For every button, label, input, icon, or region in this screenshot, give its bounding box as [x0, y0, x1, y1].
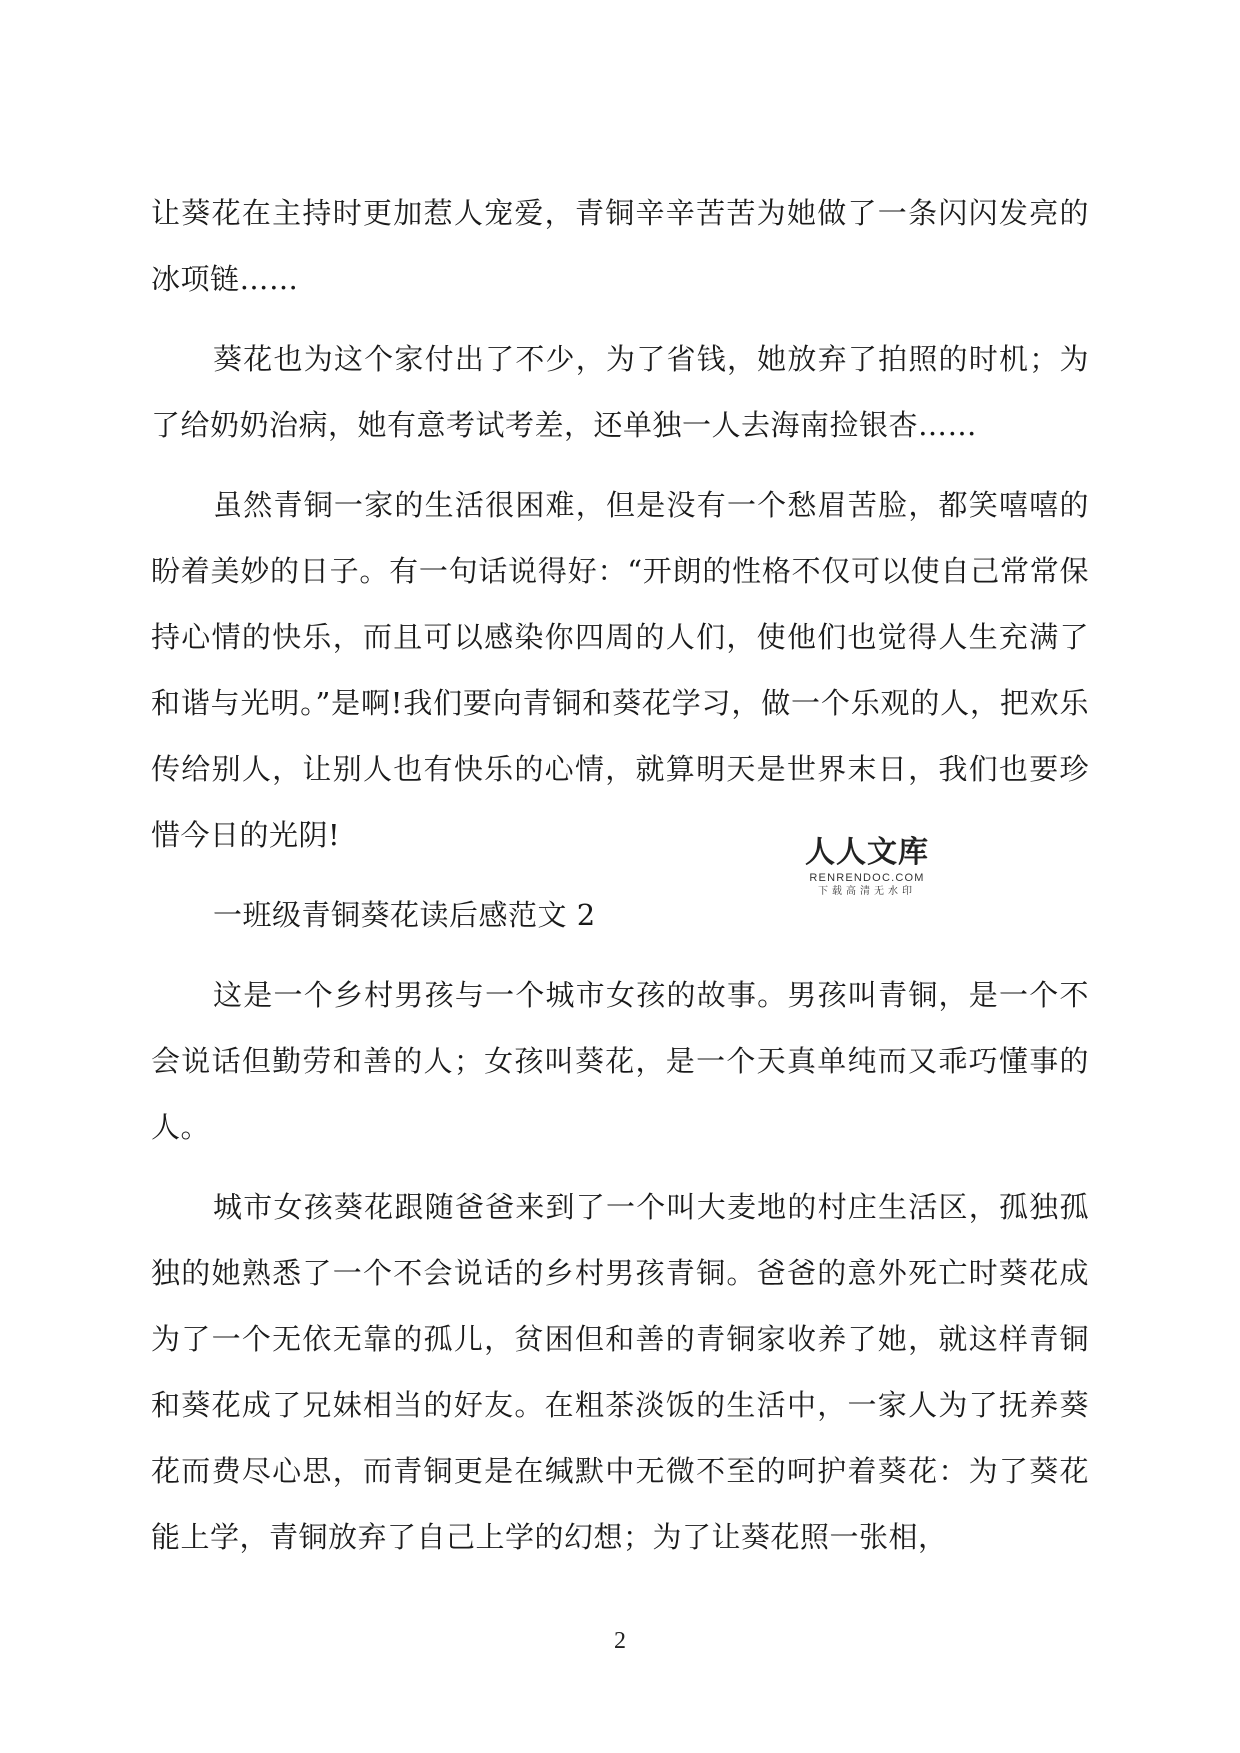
page-number: 2 — [614, 1628, 626, 1654]
paragraph: 葵花也为这个家付出了不少，为了省钱，她放弃了拍照的时机；为了给奶奶治病，她有意考试考差，还单独一人去海南捡银杏…… — [151, 342, 1089, 442]
paragraph: 城市女孩葵花跟随爸爸来到了一个叫大麦地的村庄生活区，孤独孤独的她熟悉了一个不会说话的乡村男孩青铜。爸爸的意外死亡时葵花成为了一个无依无靠的孤儿，贫困但和善的青铜家收养了她，就这样青铜和葵花成了兄妹相当的好友。在粗茶淡饭的生活中，一家人为了抚养葵花而费尽心思，而青铜更是在缄默中无微不至的呵护着葵花：为了葵花能上学，青铜放弃了自己上学的幻想；为了让葵花照一张相， — [151, 1190, 1089, 1554]
watermark-url: RENRENDOC.COM — [809, 872, 925, 884]
watermark-title: 人人文库 — [805, 835, 929, 870]
paragraph: 这是一个乡村男孩与一个城市女孩的故事。男孩叫青铜，是一个不会说话但勤劳和善的人；女孩叫葵花，是一个天真单纯而又乖巧懂事的人。 — [151, 978, 1089, 1144]
section-heading: 一班级青铜葵花读后感范文 2 — [213, 898, 596, 932]
paragraph: 虽然青铜一家的生活很困难，但是没有一个愁眉苦脸，都笑嘻嘻的盼着美妙的日子。有一句话说得好：“开朗的性格不仅可以使自己常常保持心情的快乐，而且可以感染你四周的人们，使他们也觉得人生充满了和谐与光明。”是啊!我们要向青铜和葵花学习，做一个乐观的人，把欢乐传给别人，让别人也有快乐的心情，就算明天是世界末日，我们也要珍惜今日的光阴! — [151, 488, 1089, 852]
document-body — [151, 180, 1089, 1570]
watermark-logo — [792, 835, 942, 897]
watermark-tagline: 下载高清无水印 — [818, 886, 916, 897]
paragraph-continued: 让葵花在主持时更加惹人宠爱，青铜辛辛苦苦为她做了一条闪闪发亮的冰项链…… — [151, 196, 1089, 296]
